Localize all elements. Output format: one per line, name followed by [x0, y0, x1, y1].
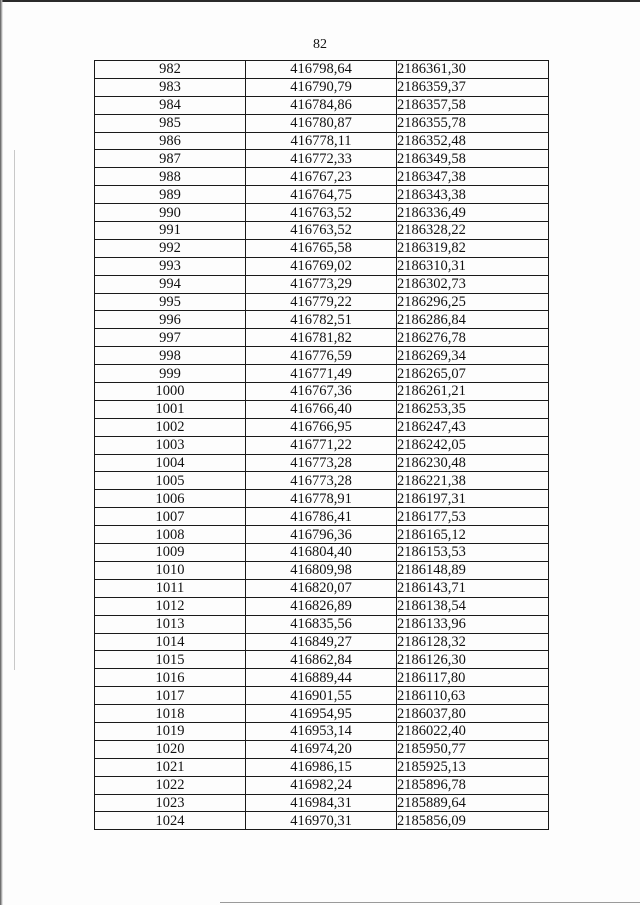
y-coordinate-cell: 2186359,37: [397, 78, 549, 96]
x-coordinate-cell: 416767,23: [246, 168, 397, 186]
y-coordinate-cell: 2186310,31: [397, 257, 549, 275]
x-coordinate-cell: 416778,11: [246, 132, 397, 150]
table-row: [95, 96, 549, 114]
y-coordinate-cell: 2186286,84: [397, 311, 549, 329]
point-number-cell: 985: [95, 114, 246, 132]
x-coordinate-cell: 416835,56: [246, 615, 397, 633]
table-row: [95, 794, 549, 812]
scan-artifact-line: [14, 150, 15, 670]
table-row: [95, 526, 549, 544]
y-coordinate-cell: 2186230,48: [397, 454, 549, 472]
page-number: 82: [313, 37, 327, 52]
table-row: [95, 776, 549, 794]
point-number-cell: 997: [95, 329, 246, 347]
x-coordinate-cell: 416764,75: [246, 186, 397, 204]
point-number-cell: 1015: [95, 651, 246, 669]
y-coordinate-cell: 2186328,22: [397, 222, 549, 240]
x-coordinate-cell: 416773,28: [246, 472, 397, 490]
y-coordinate-cell: 2186265,07: [397, 365, 549, 383]
y-coordinate-cell: 2186269,34: [397, 347, 549, 365]
y-coordinate-cell: 2186302,73: [397, 275, 549, 293]
point-number-cell: 998: [95, 347, 246, 365]
point-number-cell: 982: [95, 61, 246, 79]
y-coordinate-cell: 2186253,35: [397, 400, 549, 418]
x-coordinate-cell: 416778,91: [246, 490, 397, 508]
y-coordinate-cell: 2185889,64: [397, 794, 549, 812]
table-row: [95, 293, 549, 311]
y-coordinate-cell: 2186128,32: [397, 633, 549, 651]
y-coordinate-cell: 2186138,54: [397, 597, 549, 615]
point-number-cell: 1007: [95, 508, 246, 526]
x-coordinate-cell: 416763,52: [246, 222, 397, 240]
y-coordinate-cell: 2186343,38: [397, 186, 549, 204]
table-row: [95, 454, 549, 472]
point-number-cell: 989: [95, 186, 246, 204]
y-coordinate-cell: 2186296,25: [397, 293, 549, 311]
y-coordinate-cell: 2185856,09: [397, 812, 549, 830]
point-number-cell: 1019: [95, 722, 246, 740]
y-coordinate-cell: 2186022,40: [397, 722, 549, 740]
scan-border-bottom: [220, 902, 640, 903]
point-number-cell: 1023: [95, 794, 246, 812]
point-number-cell: 1012: [95, 597, 246, 615]
point-number-cell: 1010: [95, 561, 246, 579]
x-coordinate-cell: 416771,49: [246, 365, 397, 383]
x-coordinate-cell: 416809,98: [246, 561, 397, 579]
x-coordinate-cell: 416782,51: [246, 311, 397, 329]
x-coordinate-cell: 416779,22: [246, 293, 397, 311]
table-row: [95, 239, 549, 257]
point-number-cell: 1017: [95, 687, 246, 705]
y-coordinate-cell: 2186349,58: [397, 150, 549, 168]
x-coordinate-cell: 416953,14: [246, 722, 397, 740]
table-row: [95, 561, 549, 579]
x-coordinate-cell: 416982,24: [246, 776, 397, 794]
table-row: [95, 758, 549, 776]
point-number-cell: 990: [95, 204, 246, 222]
point-number-cell: 1024: [95, 812, 246, 830]
x-coordinate-cell: 416826,89: [246, 597, 397, 615]
y-coordinate-cell: 2186143,71: [397, 579, 549, 597]
x-coordinate-cell: 416767,36: [246, 383, 397, 401]
x-coordinate-cell: 416773,29: [246, 275, 397, 293]
point-number-cell: 1000: [95, 383, 246, 401]
point-number-cell: 984: [95, 96, 246, 114]
point-number-cell: 1018: [95, 705, 246, 723]
y-coordinate-cell: 2186352,48: [397, 132, 549, 150]
y-coordinate-cell: 2186133,96: [397, 615, 549, 633]
table-row: [95, 472, 549, 490]
table-row: [95, 418, 549, 436]
y-coordinate-cell: 2186242,05: [397, 436, 549, 454]
point-number-cell: 1013: [95, 615, 246, 633]
y-coordinate-cell: 2186347,38: [397, 168, 549, 186]
x-coordinate-cell: 416766,95: [246, 418, 397, 436]
point-number-cell: 1003: [95, 436, 246, 454]
point-number-cell: 994: [95, 275, 246, 293]
x-coordinate-cell: 416776,59: [246, 347, 397, 365]
table-row: [95, 740, 549, 758]
x-coordinate-cell: 416769,02: [246, 257, 397, 275]
point-number-cell: 1006: [95, 490, 246, 508]
point-number-cell: 1009: [95, 544, 246, 562]
table-row: [95, 722, 549, 740]
table-row: [95, 633, 549, 651]
y-coordinate-cell: 2185950,77: [397, 740, 549, 758]
y-coordinate-cell: 2186261,21: [397, 383, 549, 401]
table-row: [95, 812, 549, 830]
table-row: [95, 222, 549, 240]
table-row: [95, 490, 549, 508]
y-coordinate-cell: 2186126,30: [397, 651, 549, 669]
point-number-cell: 1014: [95, 633, 246, 651]
y-coordinate-cell: 2186276,78: [397, 329, 549, 347]
y-coordinate-cell: 2186221,38: [397, 472, 549, 490]
y-coordinate-cell: 2185925,13: [397, 758, 549, 776]
table-row: [95, 275, 549, 293]
x-coordinate-cell: 416780,87: [246, 114, 397, 132]
x-coordinate-cell: 416798,64: [246, 61, 397, 79]
point-number-cell: 1002: [95, 418, 246, 436]
x-coordinate-cell: 416849,27: [246, 633, 397, 651]
table-row: [95, 651, 549, 669]
x-coordinate-cell: 416781,82: [246, 329, 397, 347]
table-row: [95, 311, 549, 329]
table-row: [95, 436, 549, 454]
x-coordinate-cell: 416786,41: [246, 508, 397, 526]
point-number-cell: 1022: [95, 776, 246, 794]
point-number-cell: 1005: [95, 472, 246, 490]
y-coordinate-cell: 2186357,58: [397, 96, 549, 114]
scan-border-left: [0, 0, 3, 905]
y-coordinate-cell: 2186361,30: [397, 61, 549, 79]
point-number-cell: 1001: [95, 400, 246, 418]
scan-border-top: [0, 0, 640, 2]
point-number-cell: 988: [95, 168, 246, 186]
point-number-cell: 1016: [95, 669, 246, 687]
coordinates-table-body: [95, 61, 549, 830]
point-number-cell: 991: [95, 222, 246, 240]
x-coordinate-cell: 416970,31: [246, 812, 397, 830]
y-coordinate-cell: 2186165,12: [397, 526, 549, 544]
point-number-cell: 999: [95, 365, 246, 383]
table-row: [95, 78, 549, 96]
y-coordinate-cell: 2186110,63: [397, 687, 549, 705]
x-coordinate-cell: 416771,22: [246, 436, 397, 454]
x-coordinate-cell: 416889,44: [246, 669, 397, 687]
x-coordinate-cell: 416862,84: [246, 651, 397, 669]
point-number-cell: 983: [95, 78, 246, 96]
y-coordinate-cell: 2186148,89: [397, 561, 549, 579]
y-coordinate-cell: 2186247,43: [397, 418, 549, 436]
table-row: [95, 597, 549, 615]
table-row: [95, 61, 549, 79]
table-row: [95, 132, 549, 150]
table-row: [95, 544, 549, 562]
point-number-cell: 995: [95, 293, 246, 311]
x-coordinate-cell: 416901,55: [246, 687, 397, 705]
x-coordinate-cell: 416820,07: [246, 579, 397, 597]
table-row: [95, 669, 549, 687]
x-coordinate-cell: 416986,15: [246, 758, 397, 776]
point-number-cell: 1020: [95, 740, 246, 758]
table-row: [95, 365, 549, 383]
x-coordinate-cell: 416974,20: [246, 740, 397, 758]
table-row: [95, 615, 549, 633]
x-coordinate-cell: 416954,95: [246, 705, 397, 723]
y-coordinate-cell: 2186197,31: [397, 490, 549, 508]
table-row: [95, 579, 549, 597]
y-coordinate-cell: 2186117,80: [397, 669, 549, 687]
table-row: [95, 257, 549, 275]
table-row: [95, 186, 549, 204]
x-coordinate-cell: 416765,58: [246, 239, 397, 257]
x-coordinate-cell: 416766,40: [246, 400, 397, 418]
y-coordinate-cell: 2185896,78: [397, 776, 549, 794]
point-number-cell: 992: [95, 239, 246, 257]
y-coordinate-cell: 2186336,49: [397, 204, 549, 222]
table-row: [95, 705, 549, 723]
table-row: [95, 687, 549, 705]
point-number-cell: 1021: [95, 758, 246, 776]
point-number-cell: 986: [95, 132, 246, 150]
x-coordinate-cell: 416773,28: [246, 454, 397, 472]
x-coordinate-cell: 416772,33: [246, 150, 397, 168]
y-coordinate-cell: 2186153,53: [397, 544, 549, 562]
table-row: [95, 114, 549, 132]
table-row: [95, 508, 549, 526]
table-row: [95, 383, 549, 401]
table-row: [95, 168, 549, 186]
point-number-cell: 1011: [95, 579, 246, 597]
x-coordinate-cell: 416804,40: [246, 544, 397, 562]
table-row: [95, 400, 549, 418]
x-coordinate-cell: 416984,31: [246, 794, 397, 812]
point-number-cell: 996: [95, 311, 246, 329]
point-number-cell: 1004: [95, 454, 246, 472]
table-row: [95, 329, 549, 347]
y-coordinate-cell: 2186355,78: [397, 114, 549, 132]
point-number-cell: 993: [95, 257, 246, 275]
x-coordinate-cell: 416790,79: [246, 78, 397, 96]
x-coordinate-cell: 416784,86: [246, 96, 397, 114]
point-number-cell: 987: [95, 150, 246, 168]
y-coordinate-cell: 2186319,82: [397, 239, 549, 257]
y-coordinate-cell: 2186177,53: [397, 508, 549, 526]
table-row: [95, 347, 549, 365]
coordinates-table: [94, 60, 549, 830]
y-coordinate-cell: 2186037,80: [397, 705, 549, 723]
x-coordinate-cell: 416763,52: [246, 204, 397, 222]
point-number-cell: 1008: [95, 526, 246, 544]
x-coordinate-cell: 416796,36: [246, 526, 397, 544]
table-row: [95, 150, 549, 168]
table-row: [95, 204, 549, 222]
